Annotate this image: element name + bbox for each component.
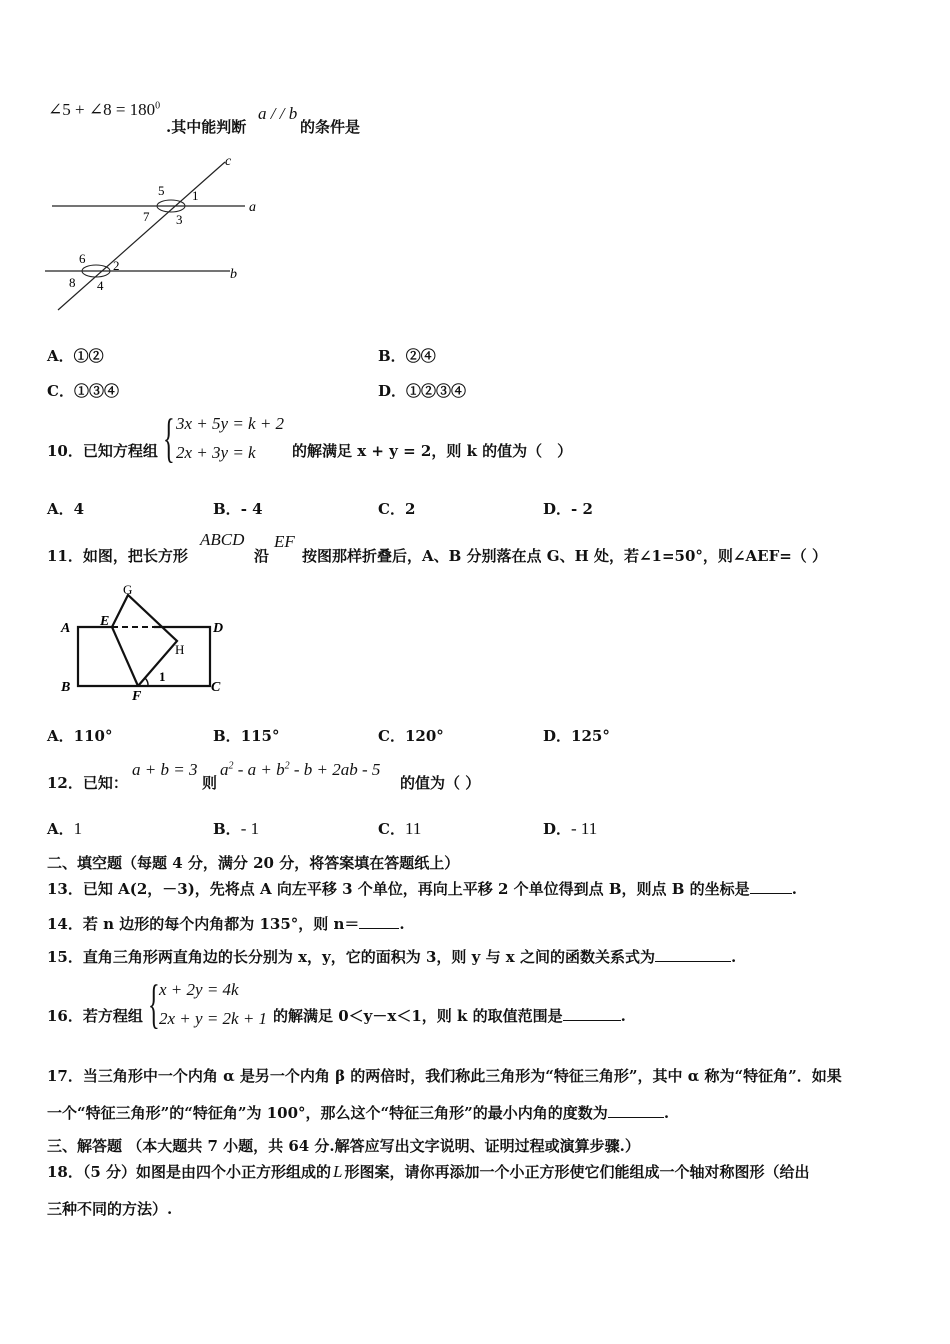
q17-line1: 17．当三角形中一个内角 α 是另一个内角 β 的两倍时，我们称此三角形为“特征三角形”，其中 α 称为“特征角”．如果	[47, 1067, 842, 1085]
q12-cond-math: a + b = 3	[132, 760, 198, 779]
q11-option-c[interactable]: C．120°	[378, 727, 444, 745]
q10-option-b[interactable]: B．- 4	[213, 500, 263, 518]
q12-text3: 的值为（ ）	[400, 774, 481, 792]
q9-option-d[interactable]: D．①②③④	[378, 382, 467, 400]
angle-6: 6	[79, 251, 86, 266]
q16-blank[interactable]	[563, 1006, 621, 1021]
q9-option-b[interactable]: B．②④	[378, 347, 436, 365]
q14-blank[interactable]	[359, 914, 399, 929]
angle-4: 4	[97, 278, 104, 293]
label-g: G	[123, 582, 133, 597]
label-angle-1: 1	[159, 669, 166, 684]
q9-parallel-lines-figure	[40, 150, 270, 315]
q12-exp1: 2	[228, 760, 234, 772]
q16-number-text: 16．若方程组	[47, 1007, 143, 1025]
q12-option-a[interactable]: A．1	[47, 819, 83, 838]
label-a-pt: A	[61, 621, 71, 636]
label-e: E	[100, 614, 110, 629]
angle-8: 8	[69, 275, 76, 290]
q18-shape: L	[333, 1162, 343, 1181]
label-a: a	[249, 200, 256, 215]
transversal-c	[58, 162, 225, 310]
q16-eq2: 2x + y = 2k + 1	[159, 1009, 268, 1028]
q10-eq2: 2x + 3y = k	[176, 443, 256, 462]
q15-blank[interactable]	[655, 947, 731, 962]
q9-text1: .其中能判断	[166, 118, 247, 136]
angle-2: 2	[113, 258, 120, 273]
q10-brace: {	[163, 408, 175, 468]
q14: 14．若 n 边形的每个内角都为 135°，则 n＝ .	[47, 915, 405, 933]
label-b-pt: B	[61, 680, 71, 695]
q10-option-a[interactable]: A．4	[47, 500, 85, 518]
fold-ef	[112, 627, 138, 686]
q15: 15．直角三角形两直角边的长分别为 x，y，它的面积为 3，则 y 与 x 之间的函数关系式为 .	[47, 948, 737, 966]
q9-text2: 的条件是	[300, 118, 361, 136]
label-h: H	[175, 642, 185, 657]
angle-1-arc	[145, 678, 148, 686]
q11-option-d[interactable]: D．125°	[543, 727, 610, 745]
q12-option-b[interactable]: B．- 1	[213, 819, 260, 838]
label-d: D	[213, 621, 224, 636]
angle-3: 3	[176, 212, 183, 227]
q11-rect-math: ABCD	[200, 530, 245, 549]
q12-exp2: 2	[284, 760, 290, 772]
q16-text2: 的解满足 0＜y－x＜1，则 k 的取值范围是 .	[273, 1007, 626, 1025]
q11-option-a[interactable]: A．110°	[47, 727, 113, 745]
rect-outline	[78, 627, 210, 686]
q17-line2: 一个“特征三角形”的“特征角”为 100°，那么这个“特征三角形”的最小内角的度数为 .	[47, 1104, 670, 1122]
section3-title: 三、解答题 （本大题共 7 小题，共 64 分.解答应写出文字说明、证明过程或演算步骤.）	[47, 1137, 640, 1155]
label-b: b	[230, 267, 237, 282]
q10-option-d[interactable]: D．- 2	[543, 500, 593, 518]
q9-condition	[48, 100, 160, 120]
q11-text2: 沿	[254, 547, 270, 565]
q11-number-text: 11．如图，把长方形	[47, 547, 188, 565]
q11-fold-math: EF	[274, 532, 295, 551]
q12-option-d[interactable]: D．- 11	[543, 819, 598, 838]
angle-7: 7	[143, 209, 150, 224]
q9-condition-sup: 0	[155, 100, 161, 112]
q9-option-c[interactable]: C．①③④	[47, 382, 119, 400]
q10-number-text: 10．已知方程组	[47, 442, 158, 460]
q10-text2: 的解满足 x + y = 2，则 k 的值为（ ）	[292, 442, 573, 460]
q12-text2: 则	[202, 774, 218, 792]
q17-blank[interactable]	[608, 1103, 664, 1118]
q9-option-a[interactable]: A．①②	[47, 347, 104, 365]
angle-1: 1	[192, 188, 199, 203]
q9-parallel-math: a / / b	[258, 104, 298, 123]
section2-title: 二、填空题（每题 4 分，满分 20 分，将答案填在答题纸上）	[47, 854, 460, 872]
q10-option-c[interactable]: C．2	[378, 500, 416, 518]
q16-brace: {	[148, 974, 160, 1034]
label-f: F	[132, 689, 142, 704]
q12-option-c[interactable]: C．11	[378, 819, 422, 838]
q12-expr: $a^2 - a + b^2 - b + 2ab - 5$	[220, 760, 381, 779]
angle-5: 5	[158, 183, 165, 198]
label-c: c	[225, 154, 232, 169]
q11-text3-4: 按图那样折叠后，A、B 分别落在点 G、H 处，若∠1=50°，则∠AEF=（ ）	[302, 547, 828, 565]
q18-line1: 18．（5 分）如图是由四个小正方形组成的 L 形图案，请你再添加一个小正方形使它们能组成一个轴对称图形（给出	[47, 1162, 810, 1181]
q18-line2: 三种不同的方法）.	[47, 1200, 173, 1218]
q9-condition-math: ∠5 + ∠8 = 180	[48, 100, 156, 119]
label-c-pt: C	[211, 680, 221, 695]
folded-part	[112, 595, 177, 686]
q10-eq1: 3x + 5y = k + 2	[176, 414, 285, 433]
q12-number-text: 12．已知：	[47, 774, 128, 792]
q11-folded-rectangle-figure	[55, 582, 235, 707]
q13-blank[interactable]	[750, 879, 792, 894]
q16-eq1: x + 2y = 4k	[159, 980, 239, 999]
q13: 13．已知 A(2，－3)，先将点 A 向左平移 3 个单位，再向上平移 2 个单位得到点 B，则点 B 的坐标是 .	[47, 880, 797, 898]
q11-option-b[interactable]: B．115°	[213, 727, 280, 745]
